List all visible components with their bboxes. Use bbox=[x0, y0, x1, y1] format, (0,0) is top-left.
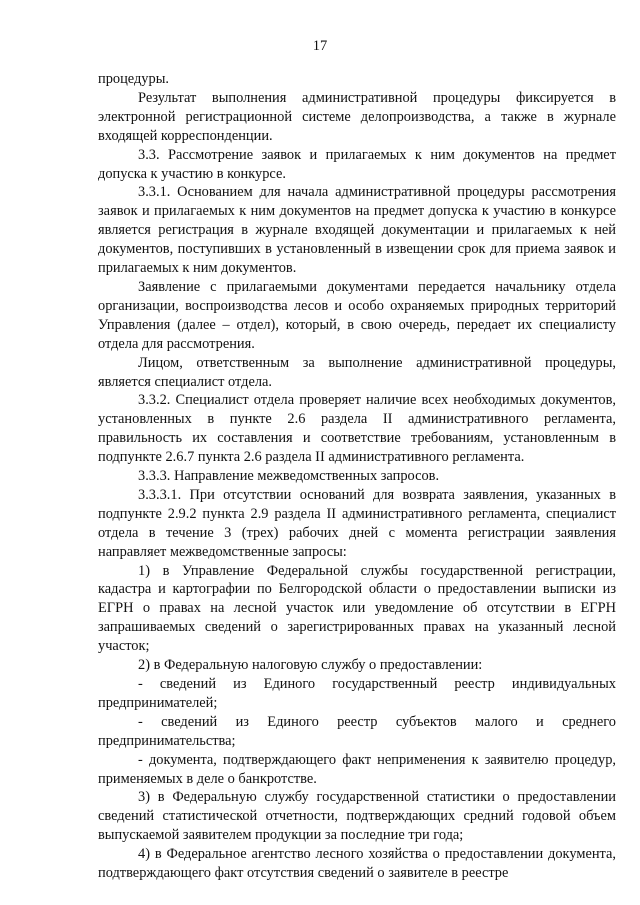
list-item: 4) в Федеральное агентство лесного хозяйства о предоставлении документа, подтверждающего факт отсутствия сведений о заявителе в реестре bbox=[98, 846, 616, 882]
document-body bbox=[98, 70, 616, 883]
paragraph: Лицом, ответственным за выполнение административной процедуры, является специалист отдела. bbox=[98, 354, 616, 390]
paragraph: 3.3.2. Специалист отдела проверяет наличие всех необходимых документов, установленных в пункте 2.6 раздела II административного регламента, правильность их составления и соответствие требованиям, установленным в подпункте 2.6.7 пункта 2.6 раздела II административного регламента. bbox=[98, 392, 616, 466]
page-number: 17 bbox=[312, 38, 328, 54]
section-heading: 3.3. Рассмотрение заявок и прилагаемых к ним документов на предмет допуска к участию в конкурсе. bbox=[98, 146, 616, 182]
sub-list-item: - сведений из Единого реестр субъектов малого и среднего предпринимательства; bbox=[98, 713, 616, 749]
list-item: 2) в Федеральную налоговую службу о предоставлении: bbox=[138, 657, 483, 674]
paragraph: процедуры. bbox=[98, 71, 169, 87]
list-item: 1) в Управление Федеральной службы государственной регистрации, кадастра и картографии по Белгородской области о предоставлении выписки из ЕГРН о правах на лесной участок или уведомление об отсутствии в ЕГРН запрашиваемых сведений о зарегистрированных правах на указанный лесной участок; bbox=[98, 562, 616, 655]
paragraph: 3.3.3.1. При отсутствии оснований для возврата заявления, указанных в подпункте 2.9.2 пункта 2.9 раздела II административного регламента, специалист отдела в течение 3 (трех) рабочих дней с момента регистрации заявления направляет межведомственные запросы: bbox=[98, 486, 616, 560]
sub-list-item: - сведений из Единого государственный реестр индивидуальных предпринимателей; bbox=[98, 676, 616, 711]
paragraph: Заявление с прилагаемыми документами передается начальнику отдела организации, воспроизводства лесов и особо охраняемых природных территорий Управления (далее – отдел), который, в свою очередь, передает их специалисту отдела для рассмотрения. bbox=[98, 278, 616, 352]
paragraph: 3.3.1. Основанием для начала административной процедуры рассмотрения заявок и прилагаемых к ним документов на предмет допуска к участию в конкурсе является регистрация в журнале входящей документации и прилагаемых к ней документов, поступивших в установленный в извещении срок для приема заявок и прилагаемых к ним документов. bbox=[98, 184, 616, 277]
paragraph: Результат выполнения административной процедуры фиксируется в электронной регистрационной системе делопроизводства, а также в журнале входящей корреспонденции. bbox=[98, 89, 616, 144]
section-heading: 3.3.3. Направление межведомственных запросов. bbox=[138, 468, 440, 485]
list-item: 3) в Федеральную службу государственной статистики о предоставлении сведений статистической отчетности, подтверждающих средний годовой объем выпускаемой заявителем продукции за последние три года; bbox=[98, 789, 616, 844]
sub-list-item: - документа, подтверждающего факт неприменения к заявителю процедур, применяемых в деле о банкротстве. bbox=[98, 751, 616, 787]
